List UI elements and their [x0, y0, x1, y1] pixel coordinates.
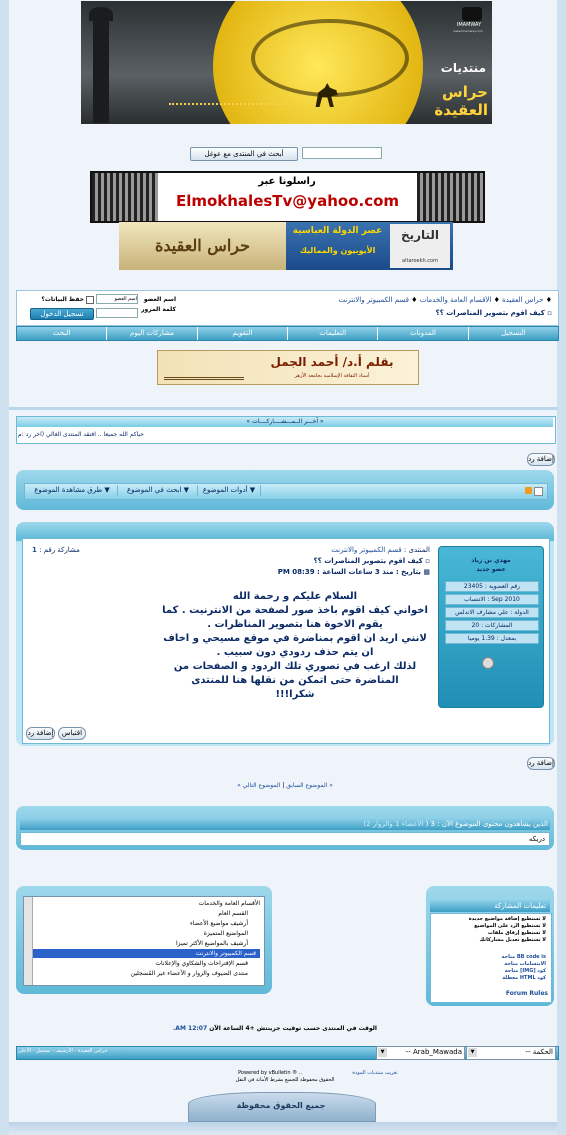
calligraphy-decoration [251, 19, 409, 97]
header-logo-mark [462, 7, 482, 21]
google-search-button[interactable]: أبحث في المنتدى مع عوغل [190, 147, 298, 161]
ad-banner-left-text: حراس العقيدة [154, 236, 250, 255]
posting-rule-line: لا تستطيع تعديل مشاركاتك [479, 937, 546, 943]
main-navbar [16, 326, 559, 341]
style-chooser-value: -- Arab_Mawada [405, 1048, 462, 1056]
ad-banner-left-art [92, 173, 158, 221]
post-forum-link[interactable]: قسم الكمبيوتر والانترنت [331, 546, 402, 554]
tool-search-thread[interactable]: ابحث في الموضوع ▼ [117, 485, 198, 496]
ad-banner-right-url: altaroekh.com [402, 258, 438, 264]
ad-banner-right-small: التاريخ [400, 228, 440, 242]
posting-code-line[interactable]: كود HTML معطلة [502, 975, 546, 981]
author-stat-country: الدولة : علي مشارف الاندلس [445, 607, 539, 618]
post-body-line: السلام عليكم و رحمة الله [232, 591, 358, 602]
ad-banner-email[interactable] [90, 171, 485, 223]
ad-banner-left [119, 222, 286, 270]
style-chooser-select[interactable] [376, 1046, 465, 1060]
forum-jump-item[interactable]: منتدى الضيوف والزوار و الأعضاء غير المُسجلين [130, 970, 248, 977]
author-stat-rate: بمعدل : 1.39 يوميا [445, 633, 539, 644]
right-rail [557, 0, 566, 1135]
forum-jump-scrollbar[interactable] [24, 897, 33, 985]
thread-nav-separator: | [282, 782, 285, 789]
post-number[interactable]: مشاركة رقم : 1 [32, 546, 80, 554]
post-body-line: شكرا!!! [275, 689, 315, 700]
section-divider [9, 407, 557, 410]
toolbar-print-icon[interactable] [534, 487, 543, 496]
ad-banner-right-title: عصر الدولة العباسية [292, 226, 383, 236]
forum-jump-item[interactable]: أرشيف مواضيع الأعضاء [189, 920, 248, 927]
forum-jump-item[interactable]: المواضيع المتميزة [203, 930, 248, 937]
ad-banner-history[interactable] [119, 222, 453, 270]
login-password-input[interactable] [96, 308, 138, 318]
login-username-input[interactable] [96, 294, 138, 304]
login-password-label: كلمة المرور [141, 306, 176, 313]
latest-posts-title: « آخـــر الــمـــشــــاركــــات » [246, 418, 324, 425]
header-banner [81, 1, 492, 124]
remember-label: حفظ البيانات؟ [41, 296, 84, 303]
ad-banner-right-art [417, 173, 483, 221]
credits-powered-by: Powered by vBulletin ® .. [238, 1070, 302, 1076]
posting-code-line[interactable]: الابتسامات متاحة [504, 961, 546, 967]
google-search-input[interactable] [302, 147, 382, 159]
author-panel [438, 546, 544, 708]
credits-arabization[interactable]: تعريب منتديات المودة [352, 1070, 398, 1076]
chevron-down-icon: ▼ [249, 486, 256, 494]
nav-search[interactable]: البحث [52, 329, 71, 337]
post-forum-line: المنتدى : قسم الكمبيوتر والانترنت [331, 546, 430, 554]
toolbar-rss-icon[interactable] [525, 487, 532, 494]
language-chooser-select[interactable] [466, 1046, 556, 1060]
header-forum-name: حراس العقيدة [434, 83, 488, 119]
chevron-down-icon: ▼ [378, 1048, 387, 1057]
ad-banner-top-text: راسلونا عبر [258, 176, 316, 187]
timezone-text: الوقت في المنتدى حسب توقيت جرينتش +4 الساعة الآن 12:07 AM. [173, 1025, 377, 1032]
header-tagline-decoration [169, 95, 289, 105]
posting-rules-title: تعليمات المشاركة [494, 902, 546, 910]
language-chooser-value: -- الحكمة [525, 1048, 553, 1056]
minaret-top [89, 7, 113, 21]
minaret-graphic [93, 15, 109, 123]
login-username-label: اسم العضو [143, 296, 176, 303]
posting-rule-line: لا تستطيع إضافة مواضيع جديدة [468, 916, 546, 922]
post-body [160, 590, 430, 702]
thread-navigation [200, 782, 370, 789]
nav-todays-posts[interactable]: مشاركات اليوم [106, 327, 196, 340]
post-title: ▫ كيف اقوم بتصوير المناصرات ؟؟ [313, 557, 430, 565]
breadcrumb-sep-icon: ♦ [491, 296, 500, 304]
nav-blogs[interactable]: المدونات [377, 327, 467, 340]
post-title-icon: ▫ [422, 557, 430, 565]
post-date: ▦ بتاريخ : منذ 3 ساعات الساعة : 08:39 PM [277, 568, 430, 576]
breadcrumb-home[interactable]: حراس العقيدة [502, 296, 544, 304]
post-quote-button[interactable]: اقتباس [58, 727, 86, 740]
tool-display-modes[interactable]: طرق مشاهدة الموضوع ▼ [34, 486, 110, 494]
forum-rules-link[interactable]: Forum Rules [505, 990, 548, 997]
viewers-list[interactable]: دريكه [20, 832, 550, 846]
header-imamway: IMAMWAY [456, 22, 482, 28]
footer-links[interactable]: حراس العقيدة - الأرشيف - تسجيل - الأعلى [18, 1048, 108, 1054]
header-forum-name-small: منتديات [440, 61, 486, 75]
ad-banner-author-calligraphy [164, 357, 244, 380]
next-thread-link[interactable]: الموضوع التالي » [237, 782, 281, 789]
latest-posts-ticker[interactable]: حياكم الله جميعا .. افتقد المنتدى الغالي (آخر رد :م [18, 431, 144, 438]
breadcrumb-thread: ▫ كيف اقوم بتصوير المناصرات ؟؟ [435, 309, 552, 317]
breadcrumb-sep-icon: ♦ [408, 296, 418, 304]
breadcrumb [290, 296, 552, 304]
tool-thread-tools[interactable]: أدوات الموضوع ▼ [197, 485, 261, 496]
post-body-line: لذلك ارغب في تصوري تلك الردود و الصفحات من المناضرة حتى اتمكن من نقلها هنا للمنتدى [173, 661, 417, 686]
viewers-title: الذين يشاهدون محتوى الموضوع الآن : 3 ( الأعضاء 1 والزوار 2) [363, 820, 548, 828]
ad-banner-right-sub: الأيوبيون والمماليك [299, 246, 376, 255]
breadcrumb-section[interactable]: الأقسام العامة والخدمات [419, 296, 492, 304]
posting-rule-line: لا تستطيع إرفاق ملفات [487, 930, 546, 936]
forum-jump-list[interactable] [23, 896, 265, 986]
reply-button-top[interactable]: إضافة رد [527, 453, 555, 466]
breadcrumb-home-icon: ♦ [543, 296, 552, 304]
forum-jump-item[interactable]: أرشيف بالمواضيع الأكثر تميزا [176, 940, 248, 947]
breadcrumb-subsection[interactable]: قسم الكمبيوتر والانترنت [338, 296, 409, 304]
author-rank: عضو جديد [476, 566, 506, 573]
chevron-down-icon: ▼ [183, 486, 190, 494]
prev-thread-link[interactable]: « الموضوع السابق [286, 782, 333, 789]
nav-faq[interactable]: التعليمات [287, 327, 377, 340]
author-name[interactable]: مهدي بن زياد [471, 557, 511, 564]
credits-rights: الحقوق محفوظة للجميع بشرط الأمانة في النقل [235, 1077, 335, 1083]
forum-jump-item[interactable]: قسم الإقتراحات والشكاوي والإعلانات [155, 960, 248, 967]
author-stat-id: رقم العضوية : 23405 [445, 581, 539, 592]
footer-bottom-strip [9, 1122, 557, 1135]
nav-register[interactable]: التسجيل [468, 327, 558, 340]
forum-jump-item[interactable]: الأقسام العامة والخدمات [198, 900, 260, 907]
nav-calendar[interactable]: التقويم [197, 327, 287, 340]
login-button[interactable]: تسجيل الدخول [30, 308, 94, 320]
author-stat-posts: المشاركات : 20 [445, 620, 539, 631]
thread-icon: ▫ [544, 309, 552, 317]
calendar-icon: ▦ [420, 568, 430, 576]
remember-checkbox[interactable] [86, 296, 94, 304]
ad-banner-author-text: بقلم أ.د/ أحمد الجمل [270, 355, 394, 369]
left-rail [0, 0, 9, 1135]
footer-rights-logo: جميع الحقوق محفوظة [236, 1101, 326, 1110]
posting-rule-line: لا تستطيع الرد على المواضيع [474, 923, 546, 929]
ad-banner-author-sub: أستاذ الثقافة الإسلامية بجامعة الأزهر [294, 373, 370, 379]
author-stat-joined: الانتساب : Sep 2010 [445, 594, 539, 605]
ad-banner-author[interactable] [157, 350, 419, 385]
forum-jump-item[interactable]: القسم العام [218, 910, 248, 917]
forum-jump-item-selected[interactable]: قسم الكمبيوتر والانترنت [33, 949, 260, 958]
posting-code-line[interactable]: BB code is متاحة [501, 954, 546, 960]
post-reply-button[interactable]: إضافة رد [26, 727, 55, 740]
user-offline-icon [482, 657, 494, 669]
chevron-down-icon: ▼ [104, 486, 110, 494]
post-body-line: لانني اريد ان اقوم بمناضرة في موقع مسيحي و اخاف ان يتم حذف ردودي دون سبيب . [163, 633, 427, 658]
post-body-line: اخواني كيف اقوم باخذ صور لصفحة من الانترنيت . كما يقوم الاخوة هنا بتصوير المناظرات . [162, 605, 428, 630]
reply-button-bottom[interactable]: إضافة رد [527, 757, 555, 770]
posting-code-line[interactable]: كود [IMG] متاحة [504, 968, 546, 974]
ad-banner-right [286, 222, 453, 270]
chevron-down-icon: ▼ [468, 1048, 477, 1057]
header-imamway-url: www.imamway.com [453, 29, 483, 33]
ad-banner-email-text: ElmokhalesTv@yahoo.com [175, 192, 400, 210]
